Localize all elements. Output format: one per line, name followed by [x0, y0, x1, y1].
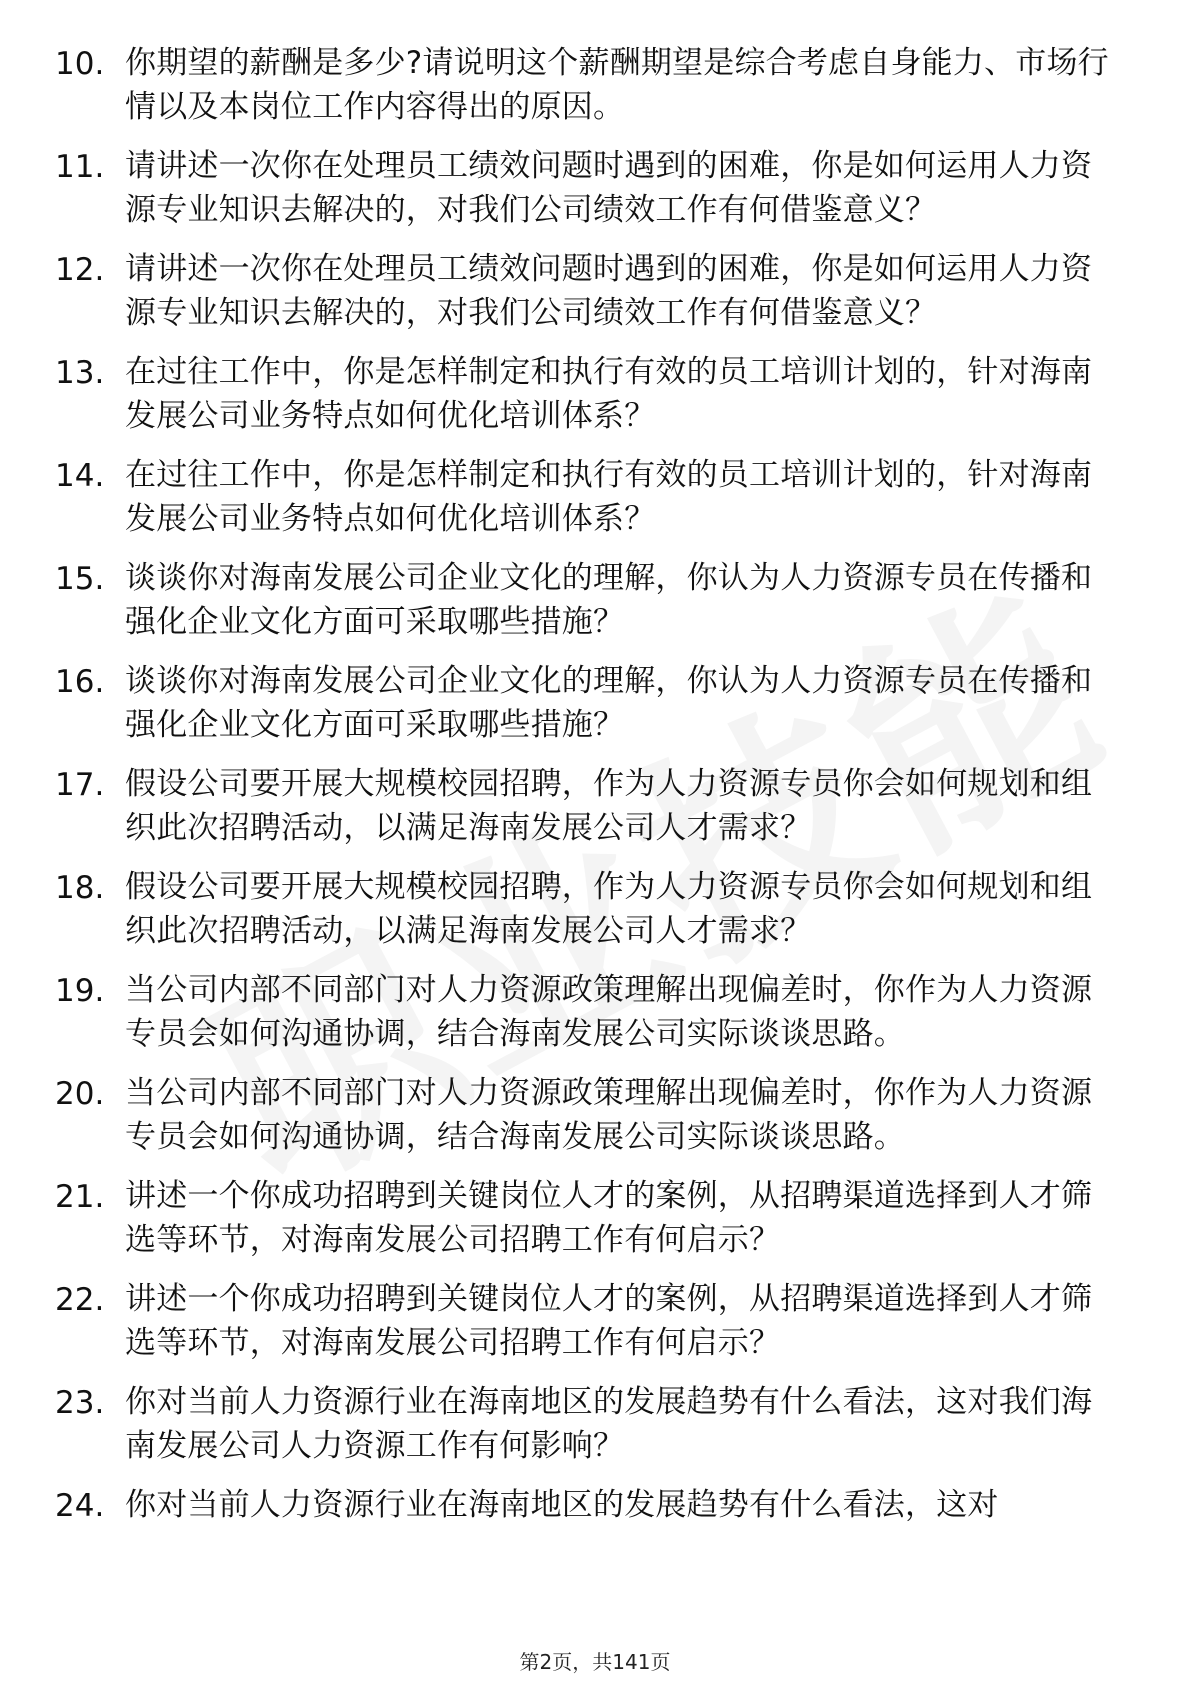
question-number: 13. — [55, 355, 105, 391]
question-text: 当公司内部不同部门对人力资源政策理解出现偏差时，你作为人力资源专员会如何沟通协调，结合海南发展公司实际谈谈思路。 — [125, 972, 1093, 1052]
question-item-12 — [55, 248, 1135, 335]
question-number: 17. — [55, 767, 105, 803]
question-text: 你对当前人力资源行业在海南地区的发展趋势有什么看法，这对我们海南发展公司人力资源工作有何影响？ — [125, 1384, 1093, 1464]
question-text: 谈谈你对海南发展公司企业文化的理解，你认为人力资源专员在传播和强化企业文化方面可采取哪些措施？ — [125, 560, 1093, 640]
question-list — [55, 42, 1135, 1544]
question-number: 22. — [55, 1282, 105, 1318]
question-item-13 — [55, 351, 1135, 438]
question-item-24 — [55, 1484, 1135, 1528]
question-text: 谈谈你对海南发展公司企业文化的理解，你认为人力资源专员在传播和强化企业文化方面可采取哪些措施？ — [125, 663, 1093, 743]
question-item-18 — [55, 866, 1135, 953]
question-text: 假设公司要开展大规模校园招聘，作为人力资源专员你会如何规划和组织此次招聘活动，以满足海南发展公司人才需求？ — [125, 869, 1093, 949]
question-item-22 — [55, 1278, 1135, 1365]
question-item-17 — [55, 763, 1135, 850]
question-text: 假设公司要开展大规模校园招聘，作为人力资源专员你会如何规划和组织此次招聘活动，以满足海南发展公司人才需求？ — [125, 766, 1093, 846]
question-text: 你期望的薪酬是多少?请说明这个薪酬期望是综合考虑自身能力、市场行情以及本岗位工作内容得出的原因。 — [125, 45, 1109, 125]
question-item-21 — [55, 1175, 1135, 1262]
question-item-11 — [55, 145, 1135, 232]
question-number: 15. — [55, 561, 105, 597]
question-item-19 — [55, 969, 1135, 1056]
question-text: 当公司内部不同部门对人力资源政策理解出现偏差时，你作为人力资源专员会如何沟通协调，结合海南发展公司实际谈谈思路。 — [125, 1075, 1093, 1155]
question-number: 20. — [55, 1076, 105, 1112]
question-number: 12. — [55, 252, 105, 288]
question-item-16 — [55, 660, 1135, 747]
question-item-14 — [55, 454, 1135, 541]
question-text: 讲述一个你成功招聘到关键岗位人才的案例，从招聘渠道选择到人才筛选等环节，对海南发展公司招聘工作有何启示？ — [125, 1281, 1093, 1361]
question-text: 讲述一个你成功招聘到关键岗位人才的案例，从招聘渠道选择到人才筛选等环节，对海南发展公司招聘工作有何启示？ — [125, 1178, 1093, 1258]
question-number: 21. — [55, 1179, 105, 1215]
question-number: 18. — [55, 870, 105, 906]
question-number: 23. — [55, 1385, 105, 1421]
question-item-23 — [55, 1381, 1135, 1468]
question-number: 16. — [55, 664, 105, 700]
question-number: 11. — [55, 149, 105, 185]
question-number: 19. — [55, 973, 105, 1009]
question-item-15 — [55, 557, 1135, 644]
question-text: 在过往工作中，你是怎样制定和执行有效的员工培训计划的，针对海南发展公司业务特点如何优化培训体系？ — [125, 457, 1093, 537]
question-number: 14. — [55, 458, 105, 494]
question-item-10 — [55, 42, 1135, 129]
question-text: 你对当前人力资源行业在海南地区的发展趋势有什么看法，这对 — [125, 1487, 999, 1523]
question-text: 请讲述一次你在处理员工绩效问题时遇到的困难，你是如何运用人力资源专业知识去解决的，对我们公司绩效工作有何借鉴意义？ — [125, 148, 1093, 228]
question-number: 24. — [55, 1488, 105, 1524]
question-number: 10. — [55, 46, 105, 82]
question-text: 请讲述一次你在处理员工绩效问题时遇到的困难，你是如何运用人力资源专业知识去解决的，对我们公司绩效工作有何借鉴意义？ — [125, 251, 1093, 331]
question-item-20 — [55, 1072, 1135, 1159]
question-text: 在过往工作中，你是怎样制定和执行有效的员工培训计划的，针对海南发展公司业务特点如何优化培训体系？ — [125, 354, 1093, 434]
page-footer: 第2页，共141页 — [519, 1650, 671, 1674]
